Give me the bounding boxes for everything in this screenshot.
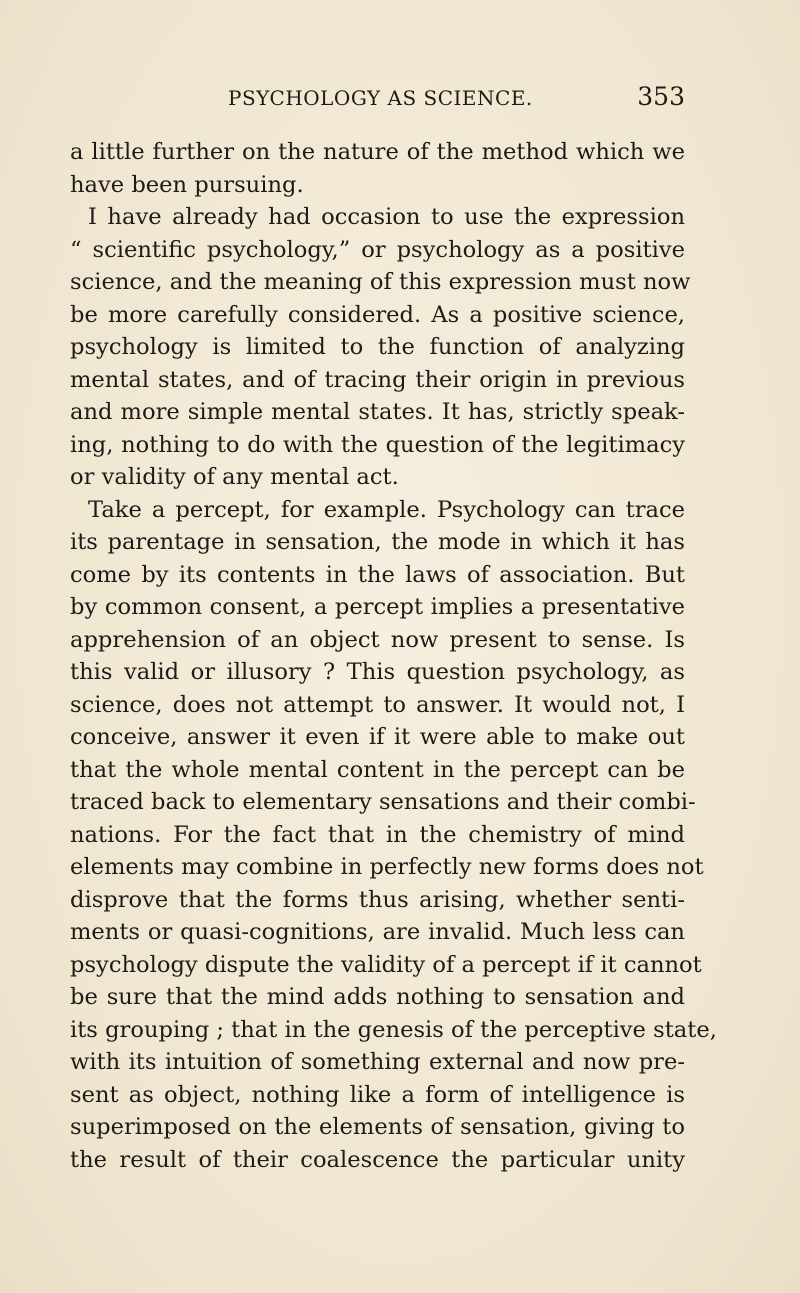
text-line: its parentage in sensation, the mode in which it has: [70, 529, 685, 555]
text-line: science, and the meaning of this expression must now: [70, 269, 691, 295]
text-line: ing, nothing to do with the question of the legitimacy: [70, 431, 685, 458]
text-line: elements may combine in perfectly new forms does not: [70, 854, 704, 880]
text-line: be sure that the mind adds nothing to sensation and: [70, 984, 685, 1010]
text-line: or validity of any mental act.: [70, 464, 399, 490]
text-line: science, does not attempt to answer. It would not, I: [70, 691, 685, 718]
text-line: “ scientific psychology,” or psychology as a positive: [70, 236, 685, 263]
text-line: its grouping ; that in the genesis of the perceptive state,: [70, 1016, 717, 1043]
text-line: disprove that the forms thus arising, whether senti-: [70, 886, 685, 913]
text-line: traced back to elementary sensations and their combi-: [70, 789, 696, 815]
text-line: ments or quasi-cognitions, are invalid. Much less can: [70, 919, 685, 945]
text-line: this valid or illusory ? This question psychology, as: [70, 659, 685, 685]
page-number: 353: [637, 82, 685, 111]
text-line: psychology is limited to the function of analyzing: [70, 334, 685, 360]
text-line: mental states, and of tracing their origin in previous: [70, 366, 685, 393]
text-line: Take a percept, for example. Psychology can trace: [88, 496, 685, 523]
text-line: that the whole mental content in the percept can be: [70, 756, 685, 783]
page-header: [70, 82, 685, 120]
text-line: apprehension of an object now present to sense. Is: [70, 626, 685, 653]
text-line: conceive, answer it even if it were able to make out: [70, 724, 685, 750]
running-head: PSYCHOLOGY AS SCIENCE.: [228, 86, 533, 110]
text-line: be more carefully considered. As a positive science,: [70, 301, 685, 328]
text-line: and more simple mental states. It has, strictly speak-: [70, 399, 685, 425]
text-line: psychology dispute the validity of a percept if it cannot: [70, 951, 702, 978]
text-line: have been pursuing.: [70, 171, 304, 198]
text-line: with its intuition of something external and now pre-: [70, 1049, 685, 1075]
text-line: come by its contents in the laws of association. But: [70, 561, 685, 588]
text-line: superimposed on the elements of sensation, giving to: [70, 1114, 685, 1140]
text-line: by common consent, a percept implies a presentative: [70, 594, 685, 620]
body-text: [70, 136, 717, 1176]
text-line: the result of their coalescence the particular unity: [70, 1146, 685, 1173]
text-line: sent as object, nothing like a form of intelligence is: [70, 1081, 685, 1108]
text-line: nations. For the fact that in the chemistry of mind: [70, 821, 685, 848]
text-line: I have already had occasion to use the expression: [88, 204, 685, 230]
text-line: a little further on the nature of the method which we: [70, 139, 685, 165]
